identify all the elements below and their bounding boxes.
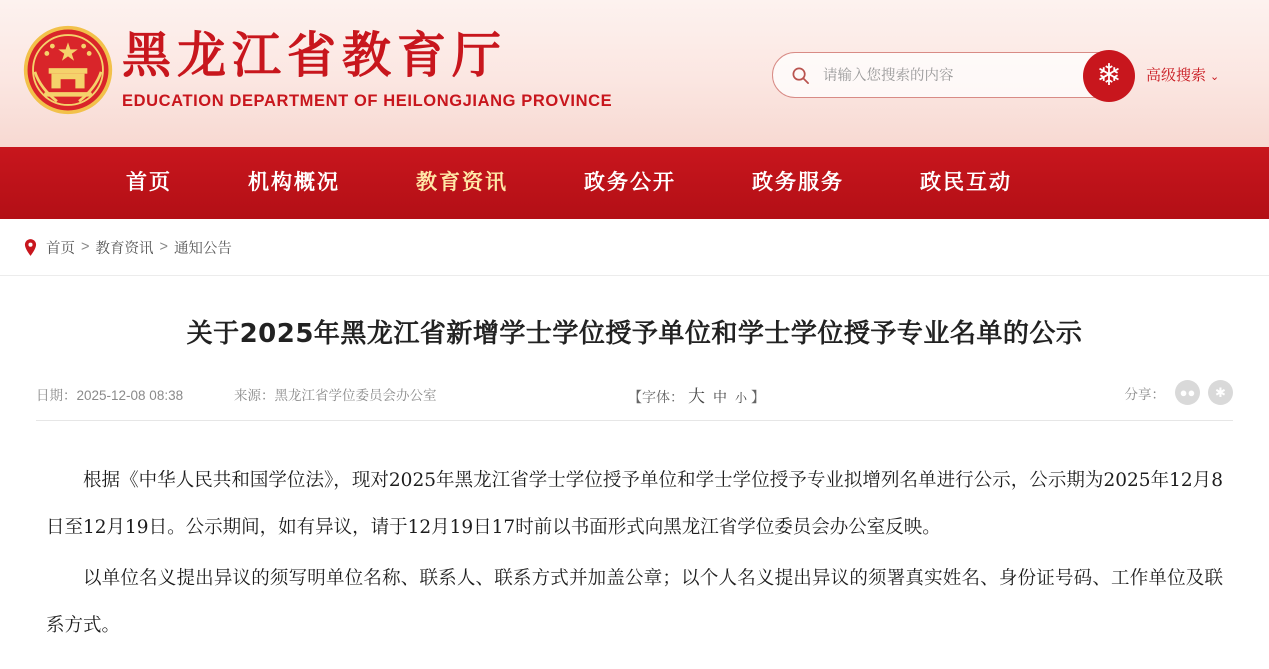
- site-header: [0, 0, 1269, 147]
- search-icon: [791, 66, 810, 85]
- article-date-value: 2025-12-08 08:38: [76, 388, 184, 403]
- nav-item-public-interaction[interactable]: 政民互动: [920, 171, 1012, 194]
- article-body: [36, 457, 1233, 649]
- font-size-large-button[interactable]: 大: [688, 387, 705, 406]
- advanced-search-label: 高级搜索: [1146, 67, 1207, 84]
- font-size-label-left: 【字体：: [628, 389, 684, 405]
- site-title: [122, 26, 612, 111]
- advanced-search-link[interactable]: [1146, 64, 1219, 85]
- chevron-down-icon: ⌄: [1210, 71, 1220, 83]
- nav-item-news[interactable]: 教育资讯: [416, 171, 508, 194]
- breadcrumb-item-announcements[interactable]: 通知公告: [173, 240, 232, 257]
- national-emblem-icon: [22, 24, 114, 116]
- location-pin-icon: [24, 239, 37, 256]
- breadcrumb-item-news[interactable]: 教育资讯: [95, 240, 154, 257]
- font-size-controls: [628, 382, 765, 407]
- nav-item-affairs-service[interactable]: 政务服务: [752, 171, 844, 194]
- article-source-value: 黑龙江省学位委员会办公室: [274, 388, 437, 403]
- font-size-label-right: 】: [751, 389, 766, 405]
- weibo-icon[interactable]: ✱: [1208, 380, 1233, 405]
- search-input[interactable]: [821, 53, 1075, 99]
- article-source-label: 来源：: [234, 388, 275, 403]
- share-label: 分享：: [1124, 386, 1165, 402]
- nav-item-organization[interactable]: 机构概况: [248, 171, 340, 194]
- share-controls: [1125, 380, 1234, 405]
- font-size-small-button[interactable]: 小: [735, 391, 748, 405]
- font-size-medium-button[interactable]: 中: [713, 389, 727, 405]
- site-title-cn: 黑龙江省教育厅: [122, 27, 508, 84]
- article-date-label: 日期：: [36, 388, 77, 403]
- breadcrumb: [0, 219, 1269, 276]
- article-source: [234, 384, 437, 404]
- search-box[interactable]: [772, 52, 1134, 98]
- search-submit-button[interactable]: [1083, 50, 1135, 102]
- page-title: 关于2025年黑龙江省新增学士学位授予单位和学士学位授予专业名单的公示: [186, 319, 1083, 349]
- site-title-en: EDUCATION DEPARTMENT OF HEILONGJIANG PROVINCE: [122, 92, 613, 110]
- breadcrumb-item-home[interactable]: 首页: [46, 240, 75, 257]
- snowflake-icon: ❄: [1096, 59, 1122, 92]
- article-date: [36, 384, 183, 404]
- main-navigation: [0, 147, 1269, 219]
- nav-item-affairs-disclosure[interactable]: 政务公开: [584, 171, 676, 194]
- breadcrumb-separator: >: [81, 239, 90, 255]
- nav-item-home[interactable]: 首页: [126, 171, 172, 194]
- article: [0, 314, 1269, 649]
- wechat-icon[interactable]: ●●: [1175, 380, 1200, 405]
- article-paragraph: 根据《中华人民共和国学位法》，现对2025年黑龙江省学士学位授予单位和学士学位授予专业拟增列名单进行公示，公示期为2025年12月8日至12月19日。公示期间，如有异议，请于12月19日17时前以书面形式向黑龙江省学位委员会办公室反映。: [46, 470, 1223, 538]
- article-meta: [36, 384, 1233, 421]
- article-paragraph: 以单位名义提出异议的须写明单位名称、联系人、联系方式并加盖公章；以个人名义提出异议的须署真实姓名、身份证号码、工作单位及联系方式。: [46, 568, 1223, 636]
- breadcrumb-separator: >: [159, 239, 168, 255]
